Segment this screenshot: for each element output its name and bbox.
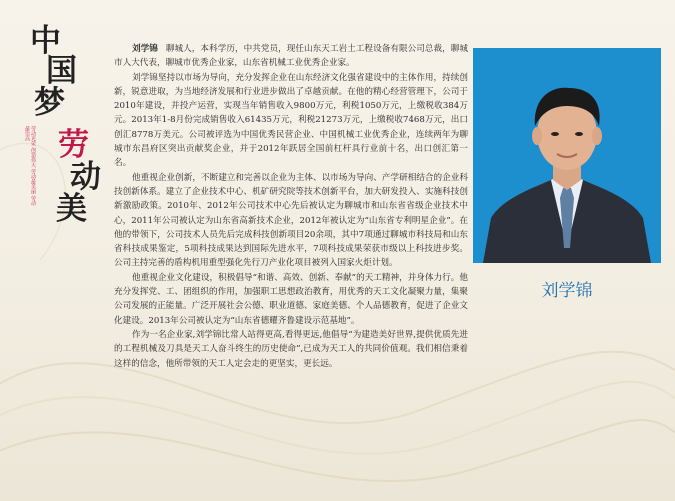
intro-text: 聊城人，本科学历，中共党员，现任山东天工岩土工程设备有限公司总裁，聊城市人大代表，聊城市优秀企业家，山东省机械工业优秀企业家。 [114,44,468,69]
portrait-photo [473,48,661,263]
article-intro-paragraph [114,42,468,71]
article-paragraph-1: 刘学锦坚持以市场为导向，充分发挥企业在山东经济文化强省建设中的主体作用，持续创新，锐意进取，为当地经济发展和行业进步做出了卓越贡献。在他的精心经营管理下，公司于2010年建设，并投产运营，实现当年销售收入9800万元，利税1050万元，上缴税收384万元。2013年1-8月份完成销售收入61435万元，利税21273万元，上缴税收7468万元，出口创汇8778万美元。公司被评选为中国优秀民营企业、中国机械工业优秀企业，连续两年为聊城市东昌府区突出贡献奖企业，并于2012年跃居全国前杠杆具行业前十名，出口创汇第一名。 [114,72,468,169]
photo-caption: 刘学锦 [541,281,593,301]
biography-article [114,42,468,371]
title-char-1: 中 [30,23,61,59]
portrait-illustration [473,48,661,263]
title-char-2: 国 [46,53,77,89]
title-banner [0,0,118,501]
title-char-6: 美 [56,191,87,227]
person-name: 刘学锦 [132,44,158,54]
article-paragraph-4: 作为一名企业家,刘学锦比常人站得更高,看得更远,他倡导“为建造美好世界,提供优质先进的工程机械及刀具是天工人奋斗终生的历史使命”,已成为天工人的共同价值观。我们相信秉着这样的信念，他所带领的天工人定会走的更坚实，更长远。 [114,329,468,369]
article-paragraph-3: 他重视企业文化建设，积极倡导“和谐、高效、创新、奉献”的天工精神，并身体力行。他充分发挥党、工、团组织的作用，加强职工思想政治教育，用优秀的天工文化凝聚力量，集聚公司发展的正能量。广泛开展社会公德、职业道德、家庭美德、个人品德教育，促进了企业文化建设。2013年公司被认定为“山东省德耀齐鲁建设示范基地”。 [114,272,468,326]
article-paragraph-2: 他重视企业创新，不断建立和完善以企业为主体、以市场为导向、产学研相结合的企业科技创新体系。建立了企业技术中心、机矿研究院等技术创新平台，加大研发投入、实施科技创新激励政策。2010年、2012年公司技术中心先后被认定为聊城市和山东省省级企业技术中心，2011年公司被认定为山东省高新技术企业，2012年被认定为“山东省专利明星企业”。在他的带领下，公司技术人员先后完成科技创新项目20余项，其中7项通过聊城市科技局和山东省科技成果鉴定，5项科技成果达到国际先进水平，7项科技成果荣获市级以上科技进步奖。公司主持完善的盾构机用重型强化先行刀产业化项目被列入国家火炬计划。 [114,172,468,269]
title-char-3: 梦 [34,85,65,121]
decorative-slogan: 劳动光荣 创造伟大 劳动最美丽 劳动最崇高 [24,126,36,206]
title-char-4: 劳 [58,127,89,163]
title-char-5: 动 [70,159,101,195]
